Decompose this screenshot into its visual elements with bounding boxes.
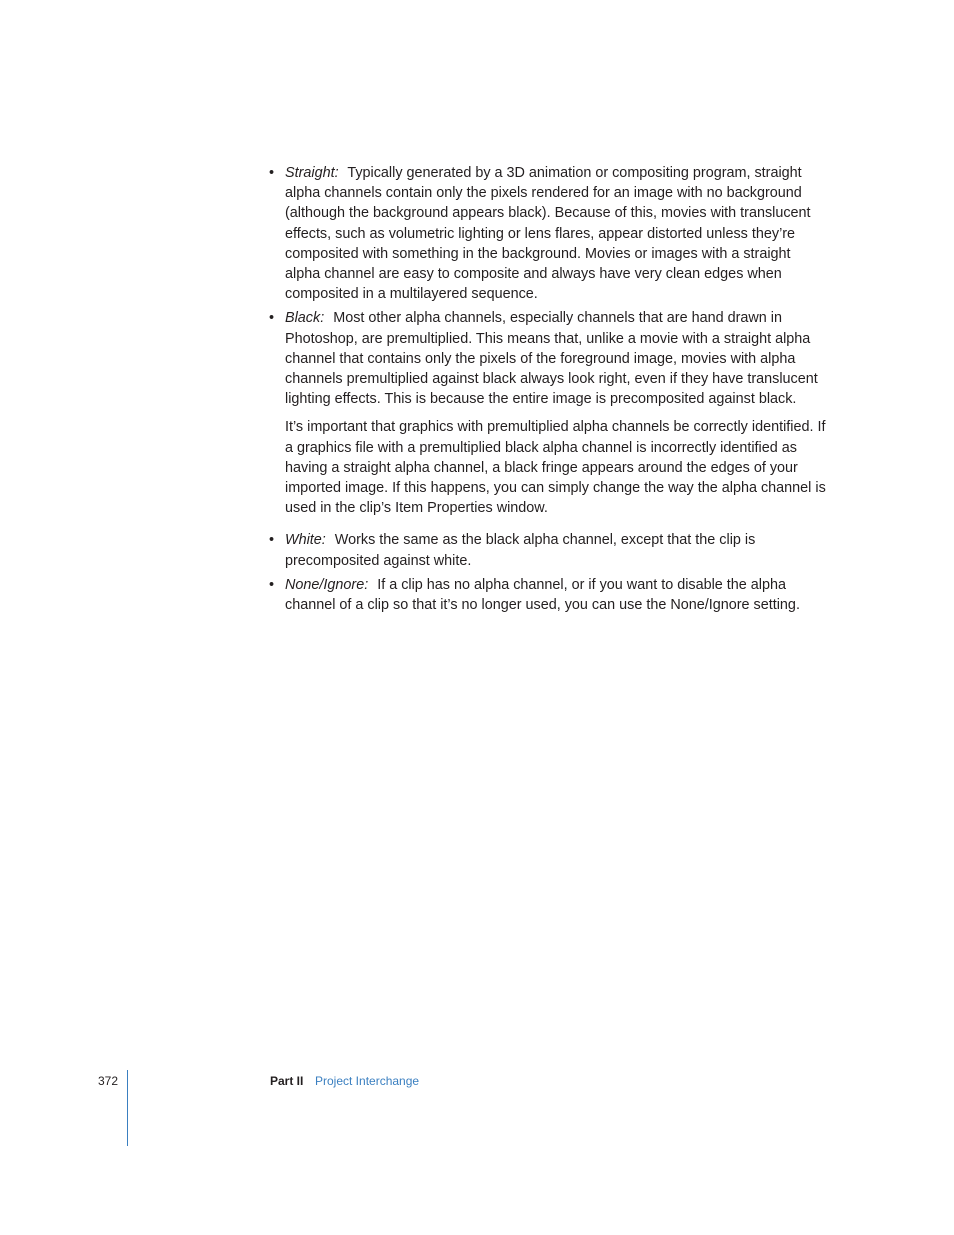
part-title: Project Interchange — [315, 1074, 420, 1088]
bullet-term: White: — [285, 532, 326, 549]
bullet-straight — [269, 163, 829, 304]
bullet-glyph: • — [269, 310, 275, 327]
bullet-black — [269, 308, 829, 409]
page-footer — [0, 1070, 954, 1150]
bullet-term: Straight: — [285, 165, 339, 181]
bullet-text: Typically generated by a 3D animation or compositing program, straight alpha channels contain only the pixels rendered for an image with no background (although the background appears black). Because of this, movies with translucent effects, such as volumetric lighting or lens flares, appear distorted unless they’re composited with something in the background. Movies or images with a straight alpha channel are easy to composite and always have very clean edges when composited in a multilayered sequence. — [285, 165, 811, 303]
bullet-term: None/Ignore: — [285, 576, 369, 593]
footer-divider — [127, 1070, 128, 1146]
bullet-text: Works the same as the black alpha channel, except that the clip is precomposited against white. — [285, 532, 756, 569]
part-label: Part II — [270, 1074, 304, 1088]
bullet-glyph: • — [269, 576, 275, 593]
bullet-text: Most other alpha channels, especially channels that are hand drawn in Photoshop, are premultiplied. This means that, unlike a movie with a straight alpha channel that contains only the pixels of the foreground image, movies with alpha channels premultiplied against black always look right, even if they have translucent lighting effects. This is because the entire image is precomposited against black. — [285, 310, 818, 408]
bullet-white — [269, 530, 829, 570]
bullet-none-ignore — [269, 575, 829, 615]
bullet-term: Black: — [285, 310, 325, 327]
bullet-text: If a clip has no alpha channel, or if you want to disable the alpha channel of a clip so that it’s no longer used, you can use the None/Ignore setting. — [285, 576, 800, 614]
page-number: 372 — [98, 1074, 119, 1088]
bullet-glyph: • — [269, 532, 275, 549]
bullet-glyph: • — [269, 165, 275, 181]
bullet-black-followup: It’s important that graphics with premultiplied alpha channels be correctly identified. If a graphics file with a premultiplied black alpha channel is incorrectly identified as having a straight alpha channel, a black fringe appears around the edges of your imported image. If this happens, you can simply change the way the alpha channel is used in the clip’s Item Properties window. — [285, 419, 826, 517]
body-content — [269, 163, 829, 619]
